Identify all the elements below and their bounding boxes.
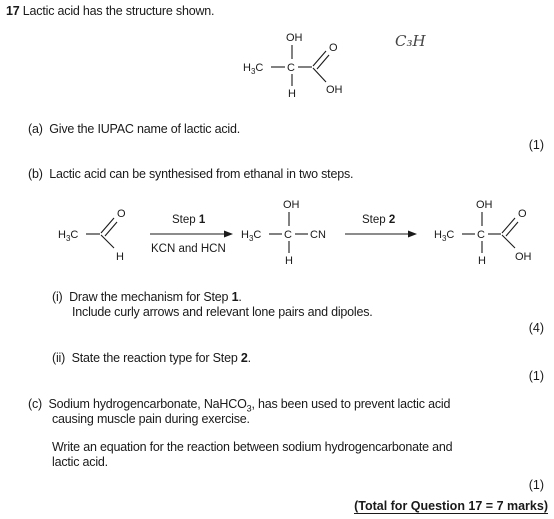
ethanal-h: H [116,251,124,263]
part-b-ii-marks: (1) [528,369,544,383]
part-b-i-label: (i) [52,290,63,304]
intermediate-structure [241,199,326,267]
question-total: (Total for Question 17 = 7 marks) [354,499,548,513]
part-c-marks: (1) [528,478,544,492]
part-b-text: Lactic acid can be synthesised from ethanal in two steps. [49,167,354,181]
ethanal-bond-ch [101,235,114,248]
lactic-h: H [288,88,296,100]
part-c-line2: causing muscle pain during exercise. [52,412,250,426]
step1-label: Step 1 [172,214,206,226]
part-a-marks: (1) [528,138,544,152]
intermediate-central-c: C [284,229,292,241]
part-b-i [52,290,242,304]
part-a [28,122,240,136]
part-a-label: (a) [28,122,43,136]
part-b-i-line1: Draw the mechanism for Step 1. [69,290,242,304]
product-oh: OH [476,199,493,211]
product-central-c: C [477,229,485,241]
part-a-text: Give the IUPAC name of lactic acid. [49,122,241,136]
ethanal-structure [58,208,126,263]
part-b-ii [52,351,251,365]
ethanal-bond-co-1 [101,218,114,233]
lactic-central-c: C [287,62,295,74]
ethanal-o: O [117,208,126,220]
intermediate-cn: CN [310,229,326,241]
part-b-i-marks: (4) [528,321,544,335]
intermediate-methyl: $H_3C$ [241,229,262,243]
product-oh-acid: OH [515,251,532,263]
part-b-ii-text: State the reaction type for Step 2. [71,351,251,365]
step2-arrowhead [408,231,417,238]
lactic-bond-co-2 [317,55,329,69]
product-methyl: $H_3C$ [434,229,455,243]
intermediate-oh: OH [283,199,300,211]
product-bond-co-2 [506,222,518,236]
lactic-bond-coh [313,68,326,82]
lactic-bond-co-1 [313,51,326,66]
step1-reagents: KCN and HCN [151,243,226,255]
lactic-o: O [329,42,338,54]
product-structure [434,199,532,267]
part-c-line3: Write an equation for the reaction between sodium hydrogencarbonate and [52,440,453,454]
part-c-label: (c) [28,397,42,411]
lactic-methyl: $H_3C$ [243,62,264,76]
question-intro: Lactic acid has the structure shown. [22,4,215,18]
lactic-oh: OH [286,32,303,44]
part-b-label: (b) [28,167,43,181]
part-b-i-line2: Include curly arrows and relevant lone pairs and dipoles. [72,305,373,319]
lactic-oh-acid: OH [326,84,343,96]
product-o: O [518,208,527,220]
product-bond-coh [502,235,515,248]
ethanal-methyl: $H_3C$ [58,229,79,243]
product-bond-co-1 [502,218,515,233]
handwritten-annotation: C₃H [395,32,426,50]
ethanal-bond-co-2 [105,222,117,236]
step2-label: Step 2 [362,214,396,226]
part-c-line1: Sodium hydrogencarbonate, NaHCO$_3$, has been used to prevent lactic acid [48,397,451,414]
part-b-ii-label: (ii) [52,351,66,365]
part-b [28,167,353,181]
reaction-scheme [0,190,554,280]
intermediate-h: H [285,255,293,267]
step1-arrow-group [150,214,233,255]
part-c-line4: lactic acid. [52,455,108,469]
product-h: H [478,255,486,267]
lactic-acid-structure [0,0,554,110]
step2-arrow-group [345,214,417,238]
question-number: 17 [6,4,20,18]
step1-arrowhead [224,231,233,238]
